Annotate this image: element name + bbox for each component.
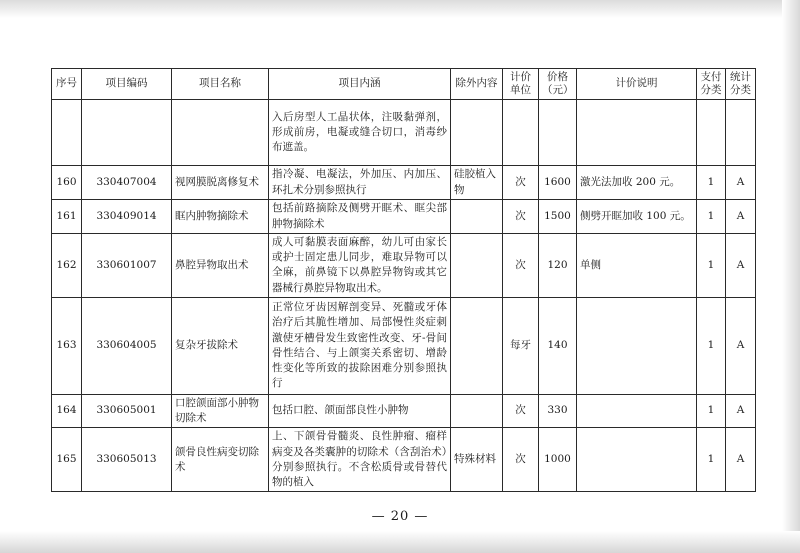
- cell-exclusions: 特殊材料: [451, 428, 503, 492]
- cell-price: 1000: [539, 428, 577, 492]
- cell-name: 视网膜脱离修复术: [172, 166, 269, 200]
- header-exclusions: 除外内容: [451, 69, 503, 100]
- cell-stat: A: [726, 297, 756, 394]
- cell-seq: 160: [52, 166, 82, 200]
- header-notes: 计价说明: [577, 69, 697, 100]
- header-price-line2: （元）: [542, 84, 574, 96]
- cell-stat: [726, 100, 756, 166]
- header-stat-line2: 分类: [730, 84, 751, 96]
- cell-unit: 次: [503, 234, 539, 298]
- header-pay: [697, 69, 726, 100]
- header-price-line1: 价格: [547, 70, 568, 83]
- cell-price: 1500: [539, 200, 577, 234]
- cell-unit: 次: [503, 200, 539, 234]
- cell-notes: 单侧: [577, 234, 697, 298]
- cell-code: 330409014: [82, 200, 172, 234]
- cell-pay: 1: [697, 234, 726, 298]
- cell-notes: [577, 297, 697, 394]
- cell-name: 颌骨良性病变切除术: [172, 428, 269, 492]
- cell-seq: 161: [52, 200, 82, 234]
- cell-code: 330604005: [82, 297, 172, 394]
- cell-name: 复杂牙拔除术: [172, 297, 269, 394]
- table-row: [52, 166, 756, 200]
- cell-name: [172, 100, 269, 166]
- cell-exclusions: 硅胶植入物: [451, 166, 503, 200]
- cell-stat: A: [726, 200, 756, 234]
- cell-unit: 次: [503, 428, 539, 492]
- cell-pay: 1: [697, 166, 726, 200]
- cell-seq: 165: [52, 428, 82, 492]
- cell-exclusions: [451, 394, 503, 427]
- header-code: 项目编码: [82, 69, 172, 100]
- cell-name: 鼻腔异物取出术: [172, 234, 269, 298]
- cell-pay: [697, 100, 726, 166]
- cell-name: 口腔颌面部小肿物切除术: [172, 394, 269, 427]
- cell-exclusions: [451, 200, 503, 234]
- cell-content: 指冷凝、电凝法，外加压、内加压、环扎术分别参照执行: [269, 166, 451, 200]
- cell-pay: 1: [697, 394, 726, 427]
- cell-exclusions: [451, 297, 503, 394]
- table-row: [52, 234, 756, 298]
- table-row: [52, 297, 756, 394]
- cell-exclusions: [451, 234, 503, 298]
- cell-code: 330605001: [82, 394, 172, 427]
- page-edge-shadow-bottom: [0, 531, 800, 553]
- cell-stat: A: [726, 234, 756, 298]
- cell-pay: 1: [697, 428, 726, 492]
- header-pay-line1: 支付: [700, 70, 722, 83]
- cell-stat: A: [726, 166, 756, 200]
- cell-price: 120: [539, 234, 577, 298]
- cell-notes: [577, 100, 697, 166]
- cell-seq: 164: [52, 394, 82, 427]
- cell-code: [82, 100, 172, 166]
- cell-exclusions: [451, 100, 503, 166]
- cell-seq: 163: [52, 297, 82, 394]
- cell-content: 正常位牙齿因解剖变异、死髓或牙体治疗后其脆性增加、局部慢性炎症刺激使牙槽骨发生致密性改变、牙-骨间骨性结合、与上颌窦关系密切、增龄性变化等所致的拔除困难分别参照执行: [269, 297, 451, 394]
- table-row: [52, 100, 756, 166]
- header-stat: [726, 69, 756, 100]
- cell-unit: 每牙: [503, 297, 539, 394]
- cell-price: 1600: [539, 166, 577, 200]
- cell-unit: 次: [503, 394, 539, 427]
- header-unit: [503, 69, 539, 100]
- cell-content: 包括口腔、颌面部良性小肿物: [269, 394, 451, 427]
- table-row: [52, 428, 756, 492]
- cell-content: 入后房型人工晶状体，注吸黏弹剂，形成前房，电凝或缝合切口，消毒纱布遮盖。: [269, 100, 451, 166]
- cell-seq: [52, 100, 82, 166]
- header-name: 项目名称: [172, 69, 269, 100]
- page-number: — 20 —: [371, 509, 429, 524]
- header-stat-line1: 统计: [730, 70, 751, 83]
- cell-content: 成人可黏膜表面麻醉，幼儿可由家长或护士固定患儿同步，难取异物可以全麻，前鼻镜下以鼻腔异物钩或其它器械行鼻腔异物取出术。: [269, 234, 451, 298]
- header-unit-line1: 计价: [510, 70, 531, 83]
- table-header-row: [52, 69, 756, 100]
- cell-notes: [577, 428, 697, 492]
- cell-name: 眶内肿物摘除术: [172, 200, 269, 234]
- cell-content: 包括前路摘除及侧劈开眶术、眶尖部肿物摘除术: [269, 200, 451, 234]
- header-price: [539, 69, 577, 100]
- cell-notes: [577, 394, 697, 427]
- cell-notes: 激光法加收 200 元。: [577, 166, 697, 200]
- header-content: 项目内涵: [269, 69, 451, 100]
- cell-price: [539, 100, 577, 166]
- page-edge-shadow-top: [0, 0, 800, 18]
- header-pay-line2: 分类: [700, 84, 722, 96]
- cell-stat: A: [726, 428, 756, 492]
- cell-pay: 1: [697, 297, 726, 394]
- table-row: [52, 200, 756, 234]
- cell-stat: A: [726, 394, 756, 427]
- header-unit-line2: 单位: [510, 84, 531, 96]
- cell-notes: 侧劈开眶加收 100 元。: [577, 200, 697, 234]
- cell-code: 330601007: [82, 234, 172, 298]
- cell-price: 140: [539, 297, 577, 394]
- cell-seq: 162: [52, 234, 82, 298]
- cell-content: 上、下颌骨骨髓炎、良性肿瘤、瘤样病变及各类囊肿的切除术（含刮治术）分别参照执行。不含松质骨或骨替代物的植入: [269, 428, 451, 492]
- cell-unit: [503, 100, 539, 166]
- table-row: [52, 394, 756, 427]
- cell-unit: 次: [503, 166, 539, 200]
- header-seq: 序号: [52, 69, 82, 100]
- cell-pay: 1: [697, 200, 726, 234]
- page-edge-shadow-right: [782, 0, 800, 553]
- cell-code: 330605013: [82, 428, 172, 492]
- fee-schedule-table: [51, 68, 756, 492]
- cell-price: 330: [539, 394, 577, 427]
- cell-code: 330407004: [82, 166, 172, 200]
